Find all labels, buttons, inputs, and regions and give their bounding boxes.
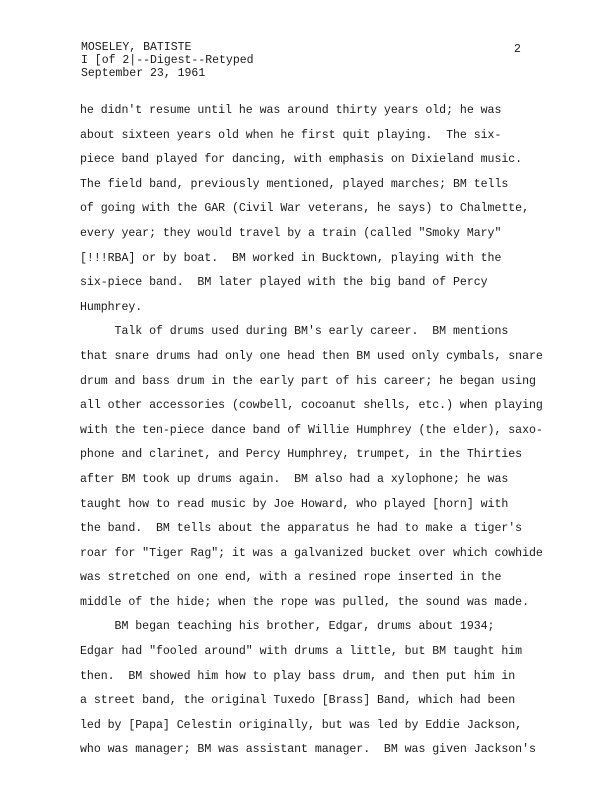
text-line: The field band, previously mentioned, played marches; BM tells: [80, 177, 509, 191]
text-line: with the ten-piece dance band of Willie Humphrey (the elder), saxo-: [80, 423, 543, 437]
text-line: Humphrey.: [80, 300, 143, 314]
text-line: drum and bass drum in the early part of his career; he began using: [80, 374, 536, 388]
text-line: every year; they would travel by a train (called "Smoky Mary": [80, 226, 502, 240]
text-line: about sixteen years old when he first quit playing. The six-: [80, 128, 502, 142]
text-line: BM began teaching his brother, Edgar, drums about 1934;: [80, 620, 495, 634]
text-line: phone and clarinet, and Percy Humphrey, trumpet, in the Thirties: [80, 448, 523, 462]
interview-date: September 23, 1961: [81, 67, 206, 80]
text-line: after BM took up drums again. BM also had a xylophone; he was: [80, 472, 509, 486]
text-line: of going with the GAR (Civil War veterans, he says) to Chalmette,: [80, 202, 529, 216]
text-line: he didn't resume until he was around thirty years old; he was: [80, 104, 502, 117]
interviewee-name: MOSELEY, BATISTE: [81, 41, 192, 54]
text-line: that snare drums had only one head then BM used only cymbals, snare: [80, 349, 543, 363]
text-line: Edgar had "fooled around" with drums a little, but BM taught him: [80, 645, 523, 659]
text-line: six-piece band. BM later played with the big band of Percy: [80, 276, 488, 290]
page-number: 2: [514, 43, 521, 56]
text-line: was stretched on one end, with a resined rope inserted in the: [80, 571, 502, 585]
reel-info: I [of 2|--Digest--Retyped: [81, 54, 254, 67]
text-line: piece band played for dancing, with emphasis on Dixieland music.: [80, 153, 523, 167]
text-line: roar for "Tiger Rag"; it was a galvanized bucket over which cowhide: [80, 546, 543, 560]
text-line: who was manager; BM was assistant manager. BM was given Jackson's: [80, 743, 536, 757]
text-line: led by [Papa] Celestin originally, but was led by Eddie Jackson,: [80, 718, 523, 732]
text-line: [!!!RBA] or by boat. BM worked in Bucktown, playing with the: [80, 251, 502, 265]
text-line: all other accessories (cowbell, cocoanut shells, etc.) when playing: [80, 399, 543, 413]
text-line: middle of the hide; when the rope was pulled, the sound was made.: [80, 595, 529, 609]
text-line: Talk of drums used during BM's early career. BM mentions: [80, 325, 509, 339]
document-header: [81, 41, 254, 80]
text-line: taught how to read music by Joe Howard, who played [horn] with: [80, 497, 509, 511]
text-line: the band. BM tells about the apparatus he had to make a tiger's: [80, 522, 523, 536]
text-line: then. BM showed him how to play bass drum, and then put him in: [80, 669, 516, 683]
document-body: [80, 99, 550, 763]
text-line: a street band, the original Tuxedo [Brass] Band, which had been: [80, 694, 516, 708]
